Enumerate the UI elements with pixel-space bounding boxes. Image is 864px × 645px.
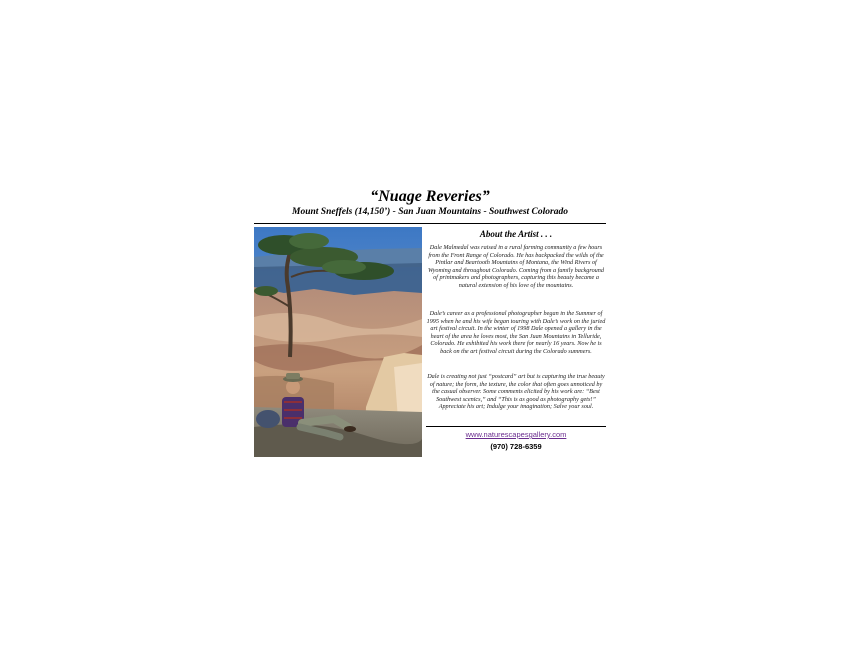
top-divider xyxy=(254,223,606,224)
page-title: “Nuage Reveries” xyxy=(370,188,490,205)
bottom-divider xyxy=(426,426,606,427)
website-link[interactable]: www.naturescapesgallery.com xyxy=(465,430,567,439)
bio-paragraph-2: Dale’s career as a professional photographer began in the Summer of 1995 when he and his wife began touring with Dale’s work on the juried art festival circuit. In the winter of 1998 Dale opened a gallery in the heart of the area he loves most, the San Juan Mountains in Telluride, Colorado. He exhibited his work there for nearly 16 years. Now he is back on the art festival circuit during the Colorado summers. xyxy=(426,310,606,355)
bio-paragraph-1: Dale Malmedal was raised in a rural farming community a few hours from the Front Range of Colorado. He has backpacked the wilds of the Pintlar and Beartooth Mountains of Montana, the Wind Rivers of Wyoming and throughout Colorado. Coming from a family background of printmakers and photographers, capturing this beauty became a natural extension of his love of the mountains. xyxy=(428,244,604,289)
phone-number: (970) 728-6359 xyxy=(490,442,542,451)
about-heading: About the Artist . . . xyxy=(479,229,553,239)
artist-photo xyxy=(254,227,422,457)
bio-paragraph-3: Dale is creating not just “postcard” art but is capturing the true beauty of nature; the form, the texture, the color that often goes unnoticed by the casual observer. Some comments elicited by his work are: “Best Southwest scenics,” and “This is as good as photography gets!” Appreciate his art; Indulge your imagination; Salve your soul. xyxy=(427,373,605,411)
page-subtitle: Mount Sneffels (14,150’) - San Juan Mountains - Southwest Colorado xyxy=(292,207,568,217)
